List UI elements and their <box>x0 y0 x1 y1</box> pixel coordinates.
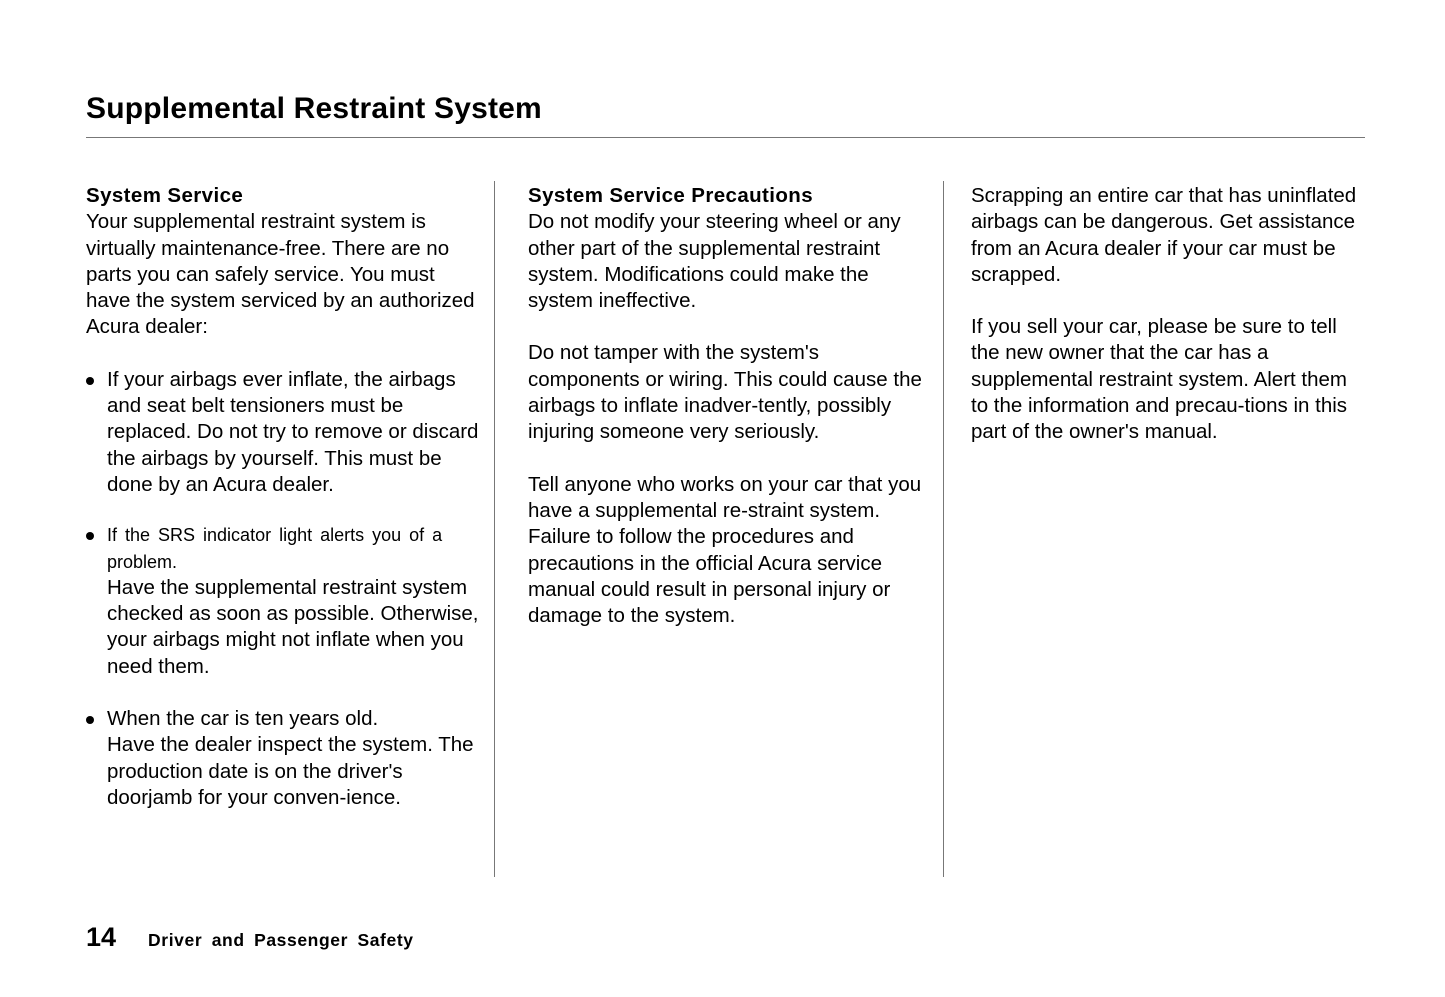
bullet-item-airbags-inflate <box>86 367 481 498</box>
precaution-paragraph: Do not tamper with the system's components or wiring. This could cause the airbags to inflate inadver-tently, possibly injuring someone very seriously. <box>528 341 922 444</box>
precaution-paragraph: Do not modify your steering wheel or any other part of the supplemental restraint system. Modifications could make the system ineffective. <box>528 210 901 313</box>
column-system-service <box>86 183 481 811</box>
column-divider-left <box>494 181 495 877</box>
bullet-text: If your airbags ever inflate, the airbags and seat belt tensioners must be replaced. Do not try to remove or discard the airbags by yourself. This must be done by an Acura dealer. <box>107 367 479 496</box>
bullet-icon <box>86 377 94 385</box>
precaution-paragraph: Tell anyone who works on your car that you have a supplemental re-straint system. Failure to follow the procedures and precautions in the official Acura service manual could result in personal injury or damage to the system. <box>528 472 922 628</box>
selling-paragraph: If you sell your car, please be sure to tell the new owner that the car has a supplemental restraint system. Alert them to the information and precau-tions in this part of the owner's manual. <box>971 315 1348 444</box>
column-divider-right <box>943 181 944 877</box>
section-heading-system-service: System Service <box>86 184 244 207</box>
system-service-intro: Your supplemental restraint system is virtually maintenance-free. There are no parts you can safely service. You must have the system serviced by an authorized Acura dealer: <box>86 210 475 339</box>
page-number: 14 <box>86 922 117 952</box>
bullet-item-srs-indicator <box>86 522 481 680</box>
title-divider <box>86 137 1365 138</box>
bullet-lead: When the car is ten years old. <box>107 707 379 731</box>
bullet-lead: If the SRS indicator light alerts you of a problem. <box>107 525 443 572</box>
footer-section-title: Driver and Passenger Safety <box>148 930 414 950</box>
column-service-precautions <box>528 183 923 629</box>
page-title: Supplemental Restraint System <box>86 92 542 125</box>
column-scrapping-selling <box>971 183 1366 446</box>
bullet-detail: Have the supplemental restraint system checked as soon as possible. Otherwise, your airbags might not inflate when you need them. <box>107 575 479 678</box>
scrapping-paragraph: Scrapping an entire car that has uninflated airbags can be dangerous. Get assistance from an Acura dealer if your car must be scrapped. <box>971 184 1357 286</box>
page-footer <box>86 922 414 953</box>
bullet-icon <box>86 716 94 724</box>
bullet-detail: Have the dealer inspect the system. The production date is on the driver's doorjamb for your conven-ience. <box>107 733 474 809</box>
section-heading-service-precautions: System Service Precautions <box>528 184 814 207</box>
bullet-icon <box>86 532 94 540</box>
bullet-item-ten-years <box>86 706 481 811</box>
